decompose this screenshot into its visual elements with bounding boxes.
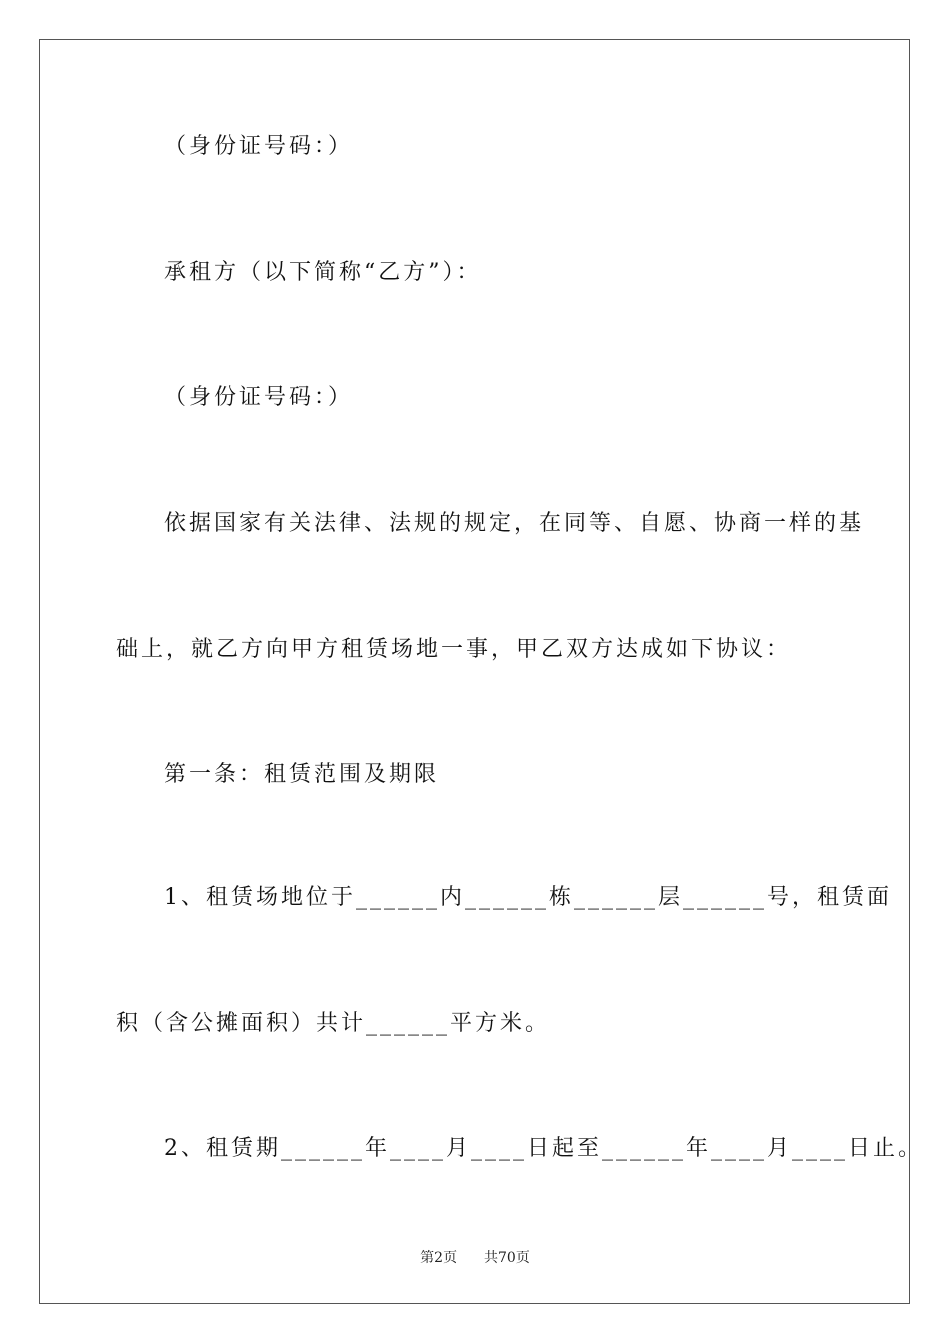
clause-2-line: 2、租赁期______年____月____日起至______年____月____日止。 (164, 1136, 923, 1161)
clause-1-line-2: 积（含公摊面积）共计______平方米。 (116, 1011, 551, 1036)
article-one-heading: 第一条：租赁范围及期限 (164, 762, 440, 787)
lessee-line: 承租方（以下简称“乙方”）： (164, 260, 482, 285)
clause-1-line-1: 1、租赁场地位于______内______栋______层______号，租赁面 (164, 885, 892, 910)
preamble-line-1: 依据国家有关法律、法规的规定，在同等、自愿、协商一样的基 (164, 511, 865, 536)
page-number: 第2页 (420, 1250, 458, 1266)
id-number-line-2: （身份证号码：） (164, 385, 354, 410)
total-pages: 共70页 (484, 1250, 530, 1266)
page-footer (0, 1247, 950, 1267)
page-frame (39, 39, 910, 1304)
id-number-line-1: （身份证号码：） (164, 134, 354, 159)
preamble-line-2: 础上，就乙方向甲方租赁场地一事，甲乙双方达成如下协议： (116, 637, 792, 662)
